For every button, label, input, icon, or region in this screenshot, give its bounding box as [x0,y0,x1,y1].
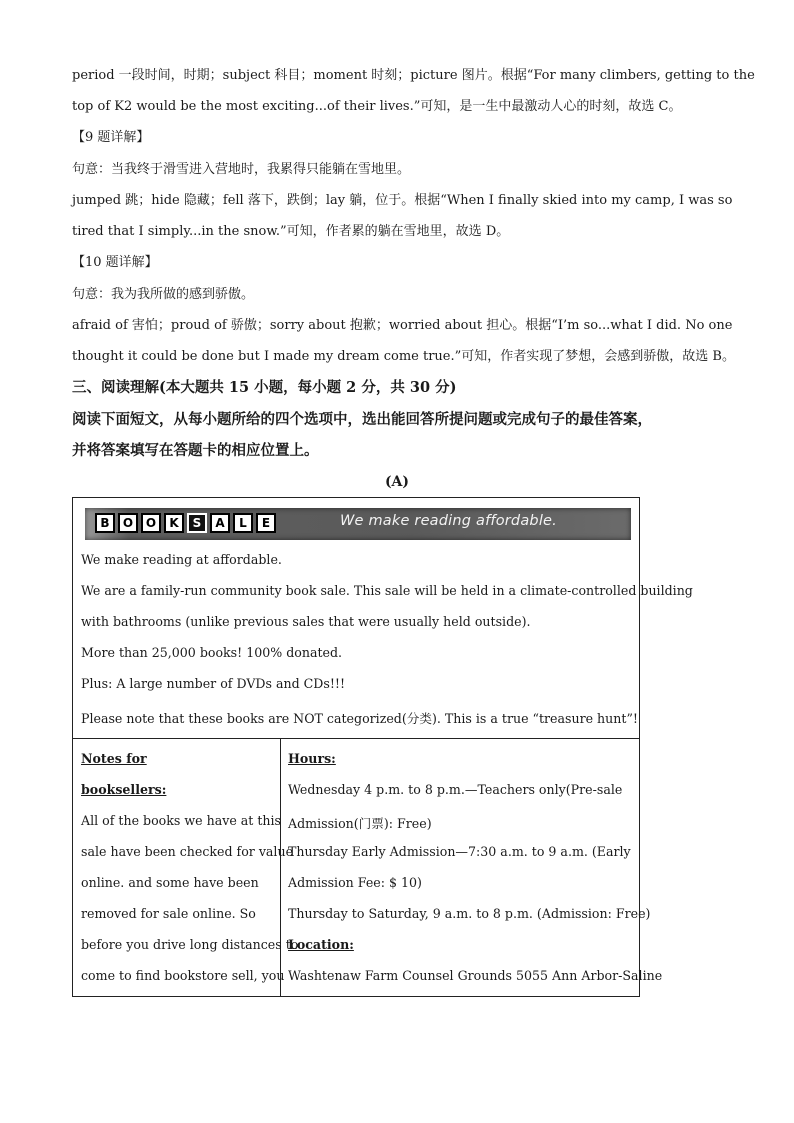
notes-line: removed for sale online. So [81,906,256,921]
hours-line: Wednesday 4 p.m. to 8 p.m.—Teachers only(Pre-sale [288,782,623,797]
flyer-plus-note: Plus: A large number of DVDs and CDs!!! [81,676,346,691]
banner-letter-tile: O [141,513,161,533]
booksale-flyer [72,497,693,997]
q10-explanation-line-2: thought it could be done but I made my dream come true.”可知，作者实现了梦想，会感到骄傲，故选 B。 [72,349,735,364]
q9-explanation-line-1: jumped 跳；hide 隐藏；fell 落下，跌倒；lay 躺，位于。根据“When I finally skied into my camp, I was so [72,193,733,208]
q10-explanation-line-1: afraid of 害怕；proud of 骄傲；sorry about 抱歉；worried about 担心。根据“I’m so...what I did. No one [72,318,733,333]
notes-line: online. and some have been [81,875,259,890]
section-title: 三、阅读理解(本大题共 15 小题，每小题 2 分，共 30 分) [72,379,457,396]
notes-line: All of the books we have at this [81,813,282,828]
banner-letter-tile: K [164,513,184,533]
banner-letter-tile: O [118,513,138,533]
banner-letter-tile: L [233,513,253,533]
q10-heading: 【10 题详解】 [72,255,158,270]
banner-letter-tile: A [210,513,230,533]
q8-explanation-line-2: top of K2 would be the most exciting...of their lives.”可知，是一生中最激动人心的时刻，故选 C。 [72,99,682,114]
section-instruction-2: 并将答案填写在答题卡的相应位置上。 [72,442,319,459]
q9-explanation-line-2: tired that I simply...in the snow.”可知，作者累的躺在雪地里，故选 D。 [72,224,510,239]
banner-letter-tile: E [256,513,276,533]
flyer-description-line-2: with bathrooms (unlike previous sales that were usually held outside). [81,614,531,629]
notes-line: sale have been checked for value [81,844,294,859]
q10-meaning: 句意：我为我所做的感到骄傲。 [72,287,255,302]
notes-line: come to find bookstore sell, you [81,968,285,983]
flyer-category-note: Please note that these books are NOT categorized(分类). This is a true “treasure hunt”! [81,711,638,726]
hours-line: Thursday Early Admission—7:30 a.m. to 9 a.m. (Early [288,844,631,859]
notes-line: before you drive long distances to [81,937,299,952]
booksale-banner [85,508,631,540]
flyer-book-count: More than 25,000 books! 100% donated. [81,645,343,660]
location-title: Location: [288,937,354,952]
q9-meaning: 句意：当我终于滑雪进入营地时，我累得只能躺在雪地里。 [72,162,411,177]
passage-label: (A) [384,474,410,490]
flyer-intro: We make reading at affordable. [81,552,282,567]
flyer-divider-horizontal [73,738,639,739]
banner-letter-tile: B [95,513,115,533]
notes-title-line-2: booksellers: [81,782,167,797]
location-line: Washtenaw Farm Counsel Grounds 5055 Ann Arbor-Saline [288,968,663,983]
banner-letter-tile: S [187,513,207,533]
flyer-divider-vertical [280,738,281,997]
hours-title: Hours: [288,751,336,766]
notes-title-line-1: Notes for [81,751,147,766]
flyer-description-line-1: We are a family-run community book sale. This sale will be held in a climate-controlled building [81,583,693,598]
hours-line: Admission(门票): Free) [288,816,432,831]
banner-letter-tiles [95,513,276,533]
hours-line: Thursday to Saturday, 9 a.m. to 8 p.m. (Admission: Free) [288,906,651,921]
q9-heading: 【9 题详解】 [72,130,150,145]
q8-explanation-line-1: period 一段时间，时期；subject 科目；moment 时刻；picture 图片。根据“For many climbers, getting to the [72,68,755,83]
banner-slogan: We make reading affordable. [340,513,557,529]
section-instruction-1: 阅读下面短文，从每小题所给的四个选项中，选出能回答所提问题或完成句子的最佳答案， [72,411,652,428]
hours-line: Admission Fee: $ 10) [288,875,422,890]
